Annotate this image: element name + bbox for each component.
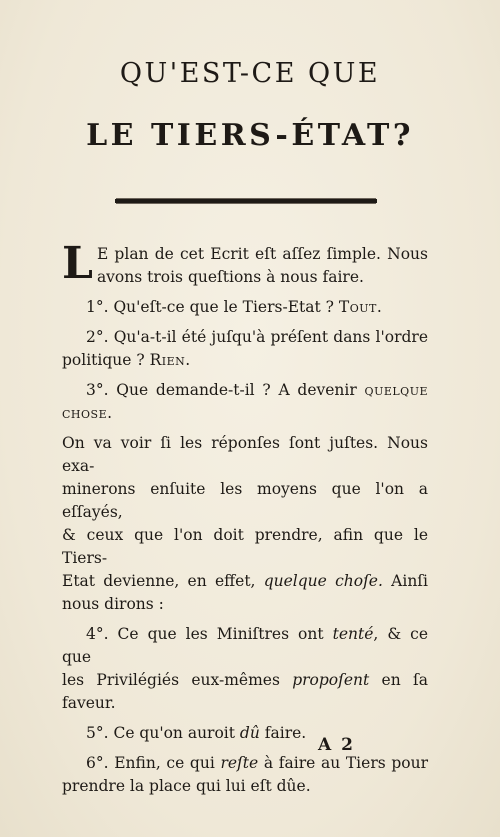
text-run: politique ? bbox=[62, 351, 150, 369]
paragraph-intro bbox=[62, 238, 428, 289]
text-line: minerons enſuite les moyens que l'on a eſſayés, bbox=[62, 480, 428, 521]
body-text bbox=[62, 238, 429, 805]
paragraph-main bbox=[62, 432, 428, 616]
paragraph-point-4 bbox=[62, 623, 428, 715]
text-run: 5°. Ce qu'on auroit bbox=[86, 724, 240, 742]
text-line: prendre la place qui lui eſt dûe. bbox=[62, 777, 311, 795]
text-run: Ainſi bbox=[382, 572, 428, 590]
decorative-rule bbox=[115, 199, 377, 203]
text-line bbox=[62, 722, 428, 745]
italic-text: propoſent bbox=[292, 671, 370, 689]
small-caps-answer: quelque bbox=[364, 381, 428, 399]
paragraph-point-6 bbox=[62, 752, 428, 798]
text-line bbox=[62, 349, 428, 372]
small-caps-answer: chose. bbox=[62, 404, 113, 422]
text-line: faveur. bbox=[62, 694, 116, 712]
italic-text: quelque choſe. bbox=[263, 572, 383, 590]
title-line-2: LE TIERS-ÉTAT? bbox=[86, 118, 414, 153]
text-line bbox=[62, 296, 428, 319]
text-run: faire. bbox=[259, 724, 307, 742]
title-line-1: QU'EST-CE QUE bbox=[119, 58, 381, 89]
text-line: nous dirons : bbox=[62, 595, 164, 613]
text-line: On va voir ſi les réponſes ſont juſtes. Nous exa- bbox=[62, 434, 428, 475]
signature-mark: A 2 bbox=[318, 735, 355, 755]
text-line: 2°. Qu'a-t-il été juſqu'à préſent dans l'ordre bbox=[86, 328, 428, 346]
text-line: E plan de cet Ecrit eſt aſſez ſimple. Nous bbox=[96, 245, 428, 263]
text-run: 6°. Enfin, ce qui bbox=[86, 754, 221, 772]
text-run: les Privilégiés eux-mêmes bbox=[62, 671, 293, 689]
paragraph-question-3 bbox=[62, 379, 428, 425]
paragraph-question-2 bbox=[62, 326, 428, 372]
text-run: en ſa bbox=[369, 671, 428, 689]
text-run: 4°. Ce que les Miniſtres ont bbox=[86, 625, 333, 643]
italic-text: reſte bbox=[220, 754, 259, 772]
small-caps-answer: Tout. bbox=[338, 298, 383, 316]
paragraph-question-1 bbox=[62, 296, 428, 319]
drop-cap: L bbox=[62, 238, 93, 289]
text-line: avons trois queſtions à nous faire. bbox=[96, 268, 364, 286]
text-run: , & ce que bbox=[62, 625, 429, 666]
paragraph-point-5 bbox=[62, 722, 428, 745]
text-run: Etat devienne, en effet, bbox=[62, 572, 264, 590]
text-line bbox=[62, 669, 428, 692]
italic-text: dû bbox=[239, 724, 260, 742]
text-run: 3°. Que demande-t-il ? A devenir bbox=[86, 381, 365, 399]
text-line bbox=[62, 379, 428, 402]
text-run: à faire au Tiers pour bbox=[258, 754, 428, 772]
text-run: 1°. Qu'eſt-ce que le Tiers-Etat ? bbox=[86, 298, 339, 316]
small-caps-answer: Rien. bbox=[149, 351, 191, 369]
text-line bbox=[62, 752, 428, 775]
text-line: & ceux que l'on doit prendre, afin que le Tiers- bbox=[62, 526, 428, 567]
text-line bbox=[62, 570, 428, 593]
text-line bbox=[62, 623, 428, 669]
italic-text: tenté bbox=[332, 625, 374, 643]
